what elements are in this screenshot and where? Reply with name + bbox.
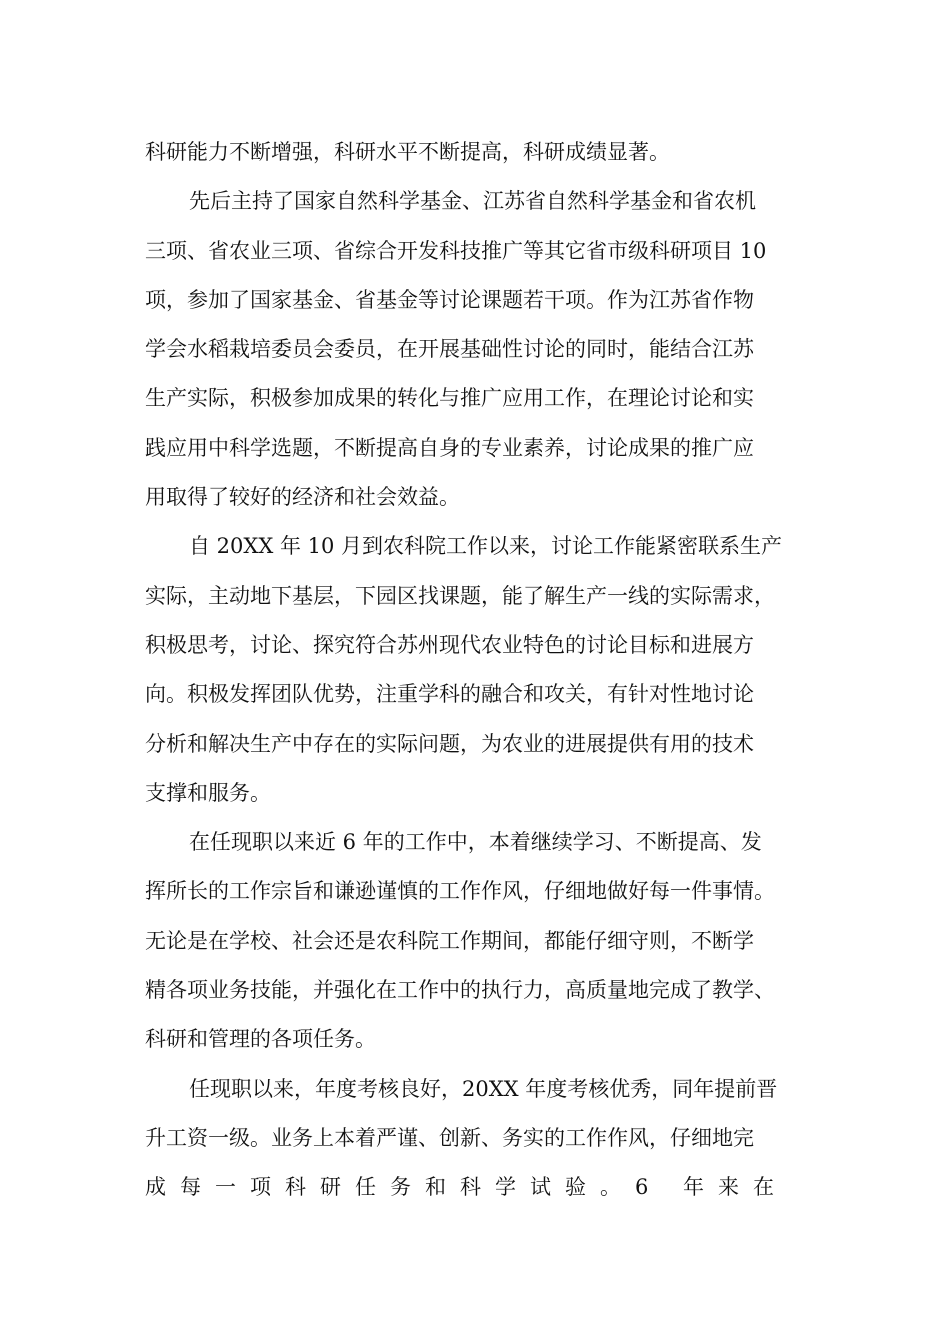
- text-line-13: 分析和解决生产中存在的实际问题，为农业的进展提供有用的技术: [145, 731, 754, 756]
- text-line-9: 自 20XX 年 10 月到农科院工作以来，讨论工作能紧密联系生产: [189, 534, 783, 559]
- text-line-22: 成每一项科研任务和科学试验。6 年来在: [145, 1175, 789, 1200]
- text-line-21: 升工资一级。业务上本着严谨、创新、务实的工作作风，仔细地完: [145, 1125, 754, 1150]
- text-line-17: 无论是在学校、社会还是农科院工作期间，都能仔细守则，不断学: [145, 928, 754, 953]
- text-line-18: 精各项业务技能，并强化在工作中的执行力，高质量地完成了教学、: [145, 978, 775, 1003]
- text-line-5: 学会水稻栽培委员会委员，在开展基础性讨论的同时，能结合江苏: [145, 337, 754, 362]
- text-line-11: 积极思考，讨论、探究符合苏州现代农业特色的讨论目标和进展方: [145, 632, 754, 657]
- text-line-10: 实际，主动地下基层，下园区找课题，能了解生产一线的实际需求，: [145, 583, 775, 608]
- text-line-20: 任现职以来，年度考核良好，20XX 年度考核优秀，同年提前晋: [189, 1076, 778, 1101]
- text-line-7: 践应用中科学选题，不断提高自身的专业素养，讨论成果的推广应: [145, 435, 754, 460]
- text-line-2: 先后主持了国家自然科学基金、江苏省自然科学基金和省农机: [189, 189, 756, 214]
- body-text: [145, 128, 825, 1213]
- text-line-19: 科研和管理的各项任务。: [145, 1027, 376, 1052]
- text-line-16: 挥所长的工作宗旨和谦逊谨慎的工作作风，仔细地做好每一件事情。: [145, 879, 775, 904]
- text-line-6: 生产实际，积极参加成果的转化与推广应用工作，在理论讨论和实: [145, 386, 754, 411]
- text-line-8: 用取得了较好的经济和社会效益。: [145, 485, 460, 510]
- text-line-12: 向。积极发挥团队优势，注重学科的融合和攻关，有针对性地讨论: [145, 682, 754, 707]
- text-line-15: 在任现职以来近 6 年的工作中，本着继续学习、不断提高、发: [189, 830, 762, 855]
- text-line-14: 支撑和服务。: [145, 780, 271, 805]
- text-line-3: 三项、省农业三项、省综合开发科技推广等其它省市级科研项目 10: [145, 238, 767, 263]
- text-line-4: 项，参加了国家基金、省基金等讨论课题若干项。作为江苏省作物: [145, 287, 754, 312]
- text-line-1: 科研能力不断增强，科研水平不断提高，科研成绩显著。: [145, 140, 670, 164]
